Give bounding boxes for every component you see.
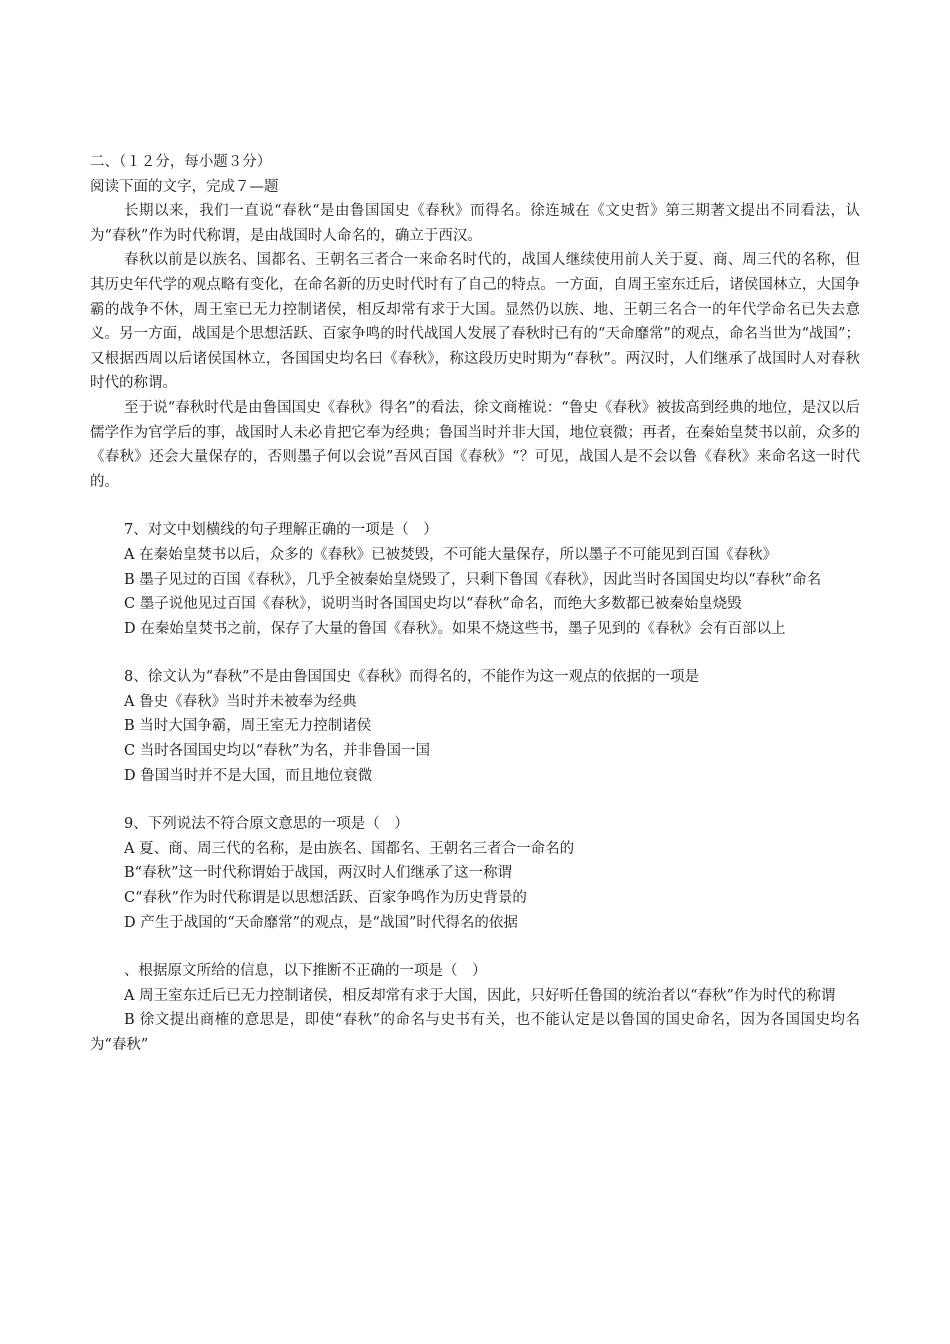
passage-paragraph-3: 至于说“春秋时代是由鲁国国史《春秋》得名”的看法，徐文商榷说：“鲁史《春秋》被拔高到经典的地位，是汉以后儒学作为官学后的事，战国时人未必肯把它奉为经典；鲁国当时并非大国，地位衰微；再者，在秦始皇焚书以前，众多的《春秋》还会大量保存的，否则墨子何以会说”吾风百国《春秋》“？可见，战国人是不会以鲁《春秋》来命名这一时代的。: [90, 399, 860, 490]
question-9-option-b: B“春秋”这一时代称谓始于战国，两汉时人们继承了这一称谓: [124, 865, 512, 882]
question-9-option-a: A 夏、商、周三代的名称，是由族名、国都名、王朝名三者合一命名的: [124, 840, 575, 857]
instruction: 阅读下面的文字，完成７—题: [90, 178, 279, 195]
question-7-option-d: D 在秦始皇焚书之前，保存了大量的鲁国《春秋》。如果不烧这些书，墨子见到的《春秋》会有百部以上: [124, 620, 786, 637]
question-7-option-b: B 墨子见过的百国《春秋》，几乎全被秦始皇烧毁了，只剩下鲁国《春秋》，因此当时各国国史均以“春秋”命名: [124, 571, 822, 588]
question-9-option-d: D 产生于战国的“天命靡常”的观点，是“战国”时代得名的依据: [124, 914, 518, 931]
exam-page: [90, 150, 860, 1058]
question-8-option-c: C 当时各国国史均以“春秋”为名，并非鲁国一国: [124, 743, 431, 760]
question-9-stem: 9、下列说法不符合原文意思的一项是（ ）: [124, 816, 409, 833]
question-10-option-b: B 徐文提出商榷的意思是，即使“春秋”的命名与史书有关，也不能认定是以鲁国的国史命名，因为各国国史均名为“春秋”: [90, 1012, 860, 1053]
question-9-option-c: C“春秋”作为时代称谓是以思想活跃、百家争鸣作为历史背景的: [124, 890, 527, 907]
question-8-stem: 8、徐文认为“春秋”不是由鲁国国史《春秋》而得名的，不能作为这一观点的依据的一项是: [124, 669, 700, 686]
question-7-option-a: A 在秦始皇焚书以后，众多的《春秋》已被焚毁，不可能大量保存，所以墨子不可能见到百国《春秋》: [124, 546, 778, 563]
question-8-option-a: A 鲁史《春秋》当时并未被奉为经典: [124, 693, 357, 710]
section-header: 二、（１２分，每小题３分）: [90, 154, 272, 170]
question-10-stem: 、根据原文所给的信息，以下推断不正确的一项是（ ）: [124, 963, 487, 980]
question-8-option-d: D 鲁国当时并不是大国，而且地位衰微: [124, 767, 373, 784]
question-7-stem: 7、对文中划横线的句子理解正确的一项是（ ）: [124, 522, 438, 539]
question-10-option-a: A 周王室东迁后已无力控制诸侯，相反却常有求于大国，因此，只好听任鲁国的统治者以“春秋”作为时代的称谓: [124, 987, 836, 1004]
passage-paragraph-2: 春秋以前是以族名、国都名、王朝名三者合一来命名时代的，战国人继续使用前人关于夏、商、周三代的名称，但其历史年代学的观点略有变化，在命名新的历史时代时有了自己的特点。一方面，自周王室东迁后，诸侯国林立，大国争霸的战争不休，周王室已无力控制诸侯，相反却常有求于大国。显然仍以族、地、王朝三名合一的年代学命名已失去意义。另一方面，战国是个思想活跃、百家争鸣的时代战国人发展了春秋时已有的“天命靡常”的观点，命名当世为“战国”；又根据西周以后诸侯国林立，各国国史均名曰《春秋》，称这段历史时期为“春秋”。两汉时，人们继承了战国时人对春秋时代的称谓。: [90, 252, 860, 392]
passage-paragraph-1: 长期以来，我们一直说“春秋“是由鲁国国史《春秋》而得名。徐连城在《文史哲》第三期著文提出不同看法，认为“春秋”作为时代称谓，是由战国时人命名的，确立于西汉。: [90, 203, 860, 244]
question-7-option-c: C 墨子说他见过百国《春秋》，说明当时各国国史均以“春秋”命名，而绝大多数都已被秦始皇烧毁: [124, 596, 742, 613]
question-8-option-b: B 当时大国争霸，周王室无力控制诸侯: [124, 718, 372, 735]
